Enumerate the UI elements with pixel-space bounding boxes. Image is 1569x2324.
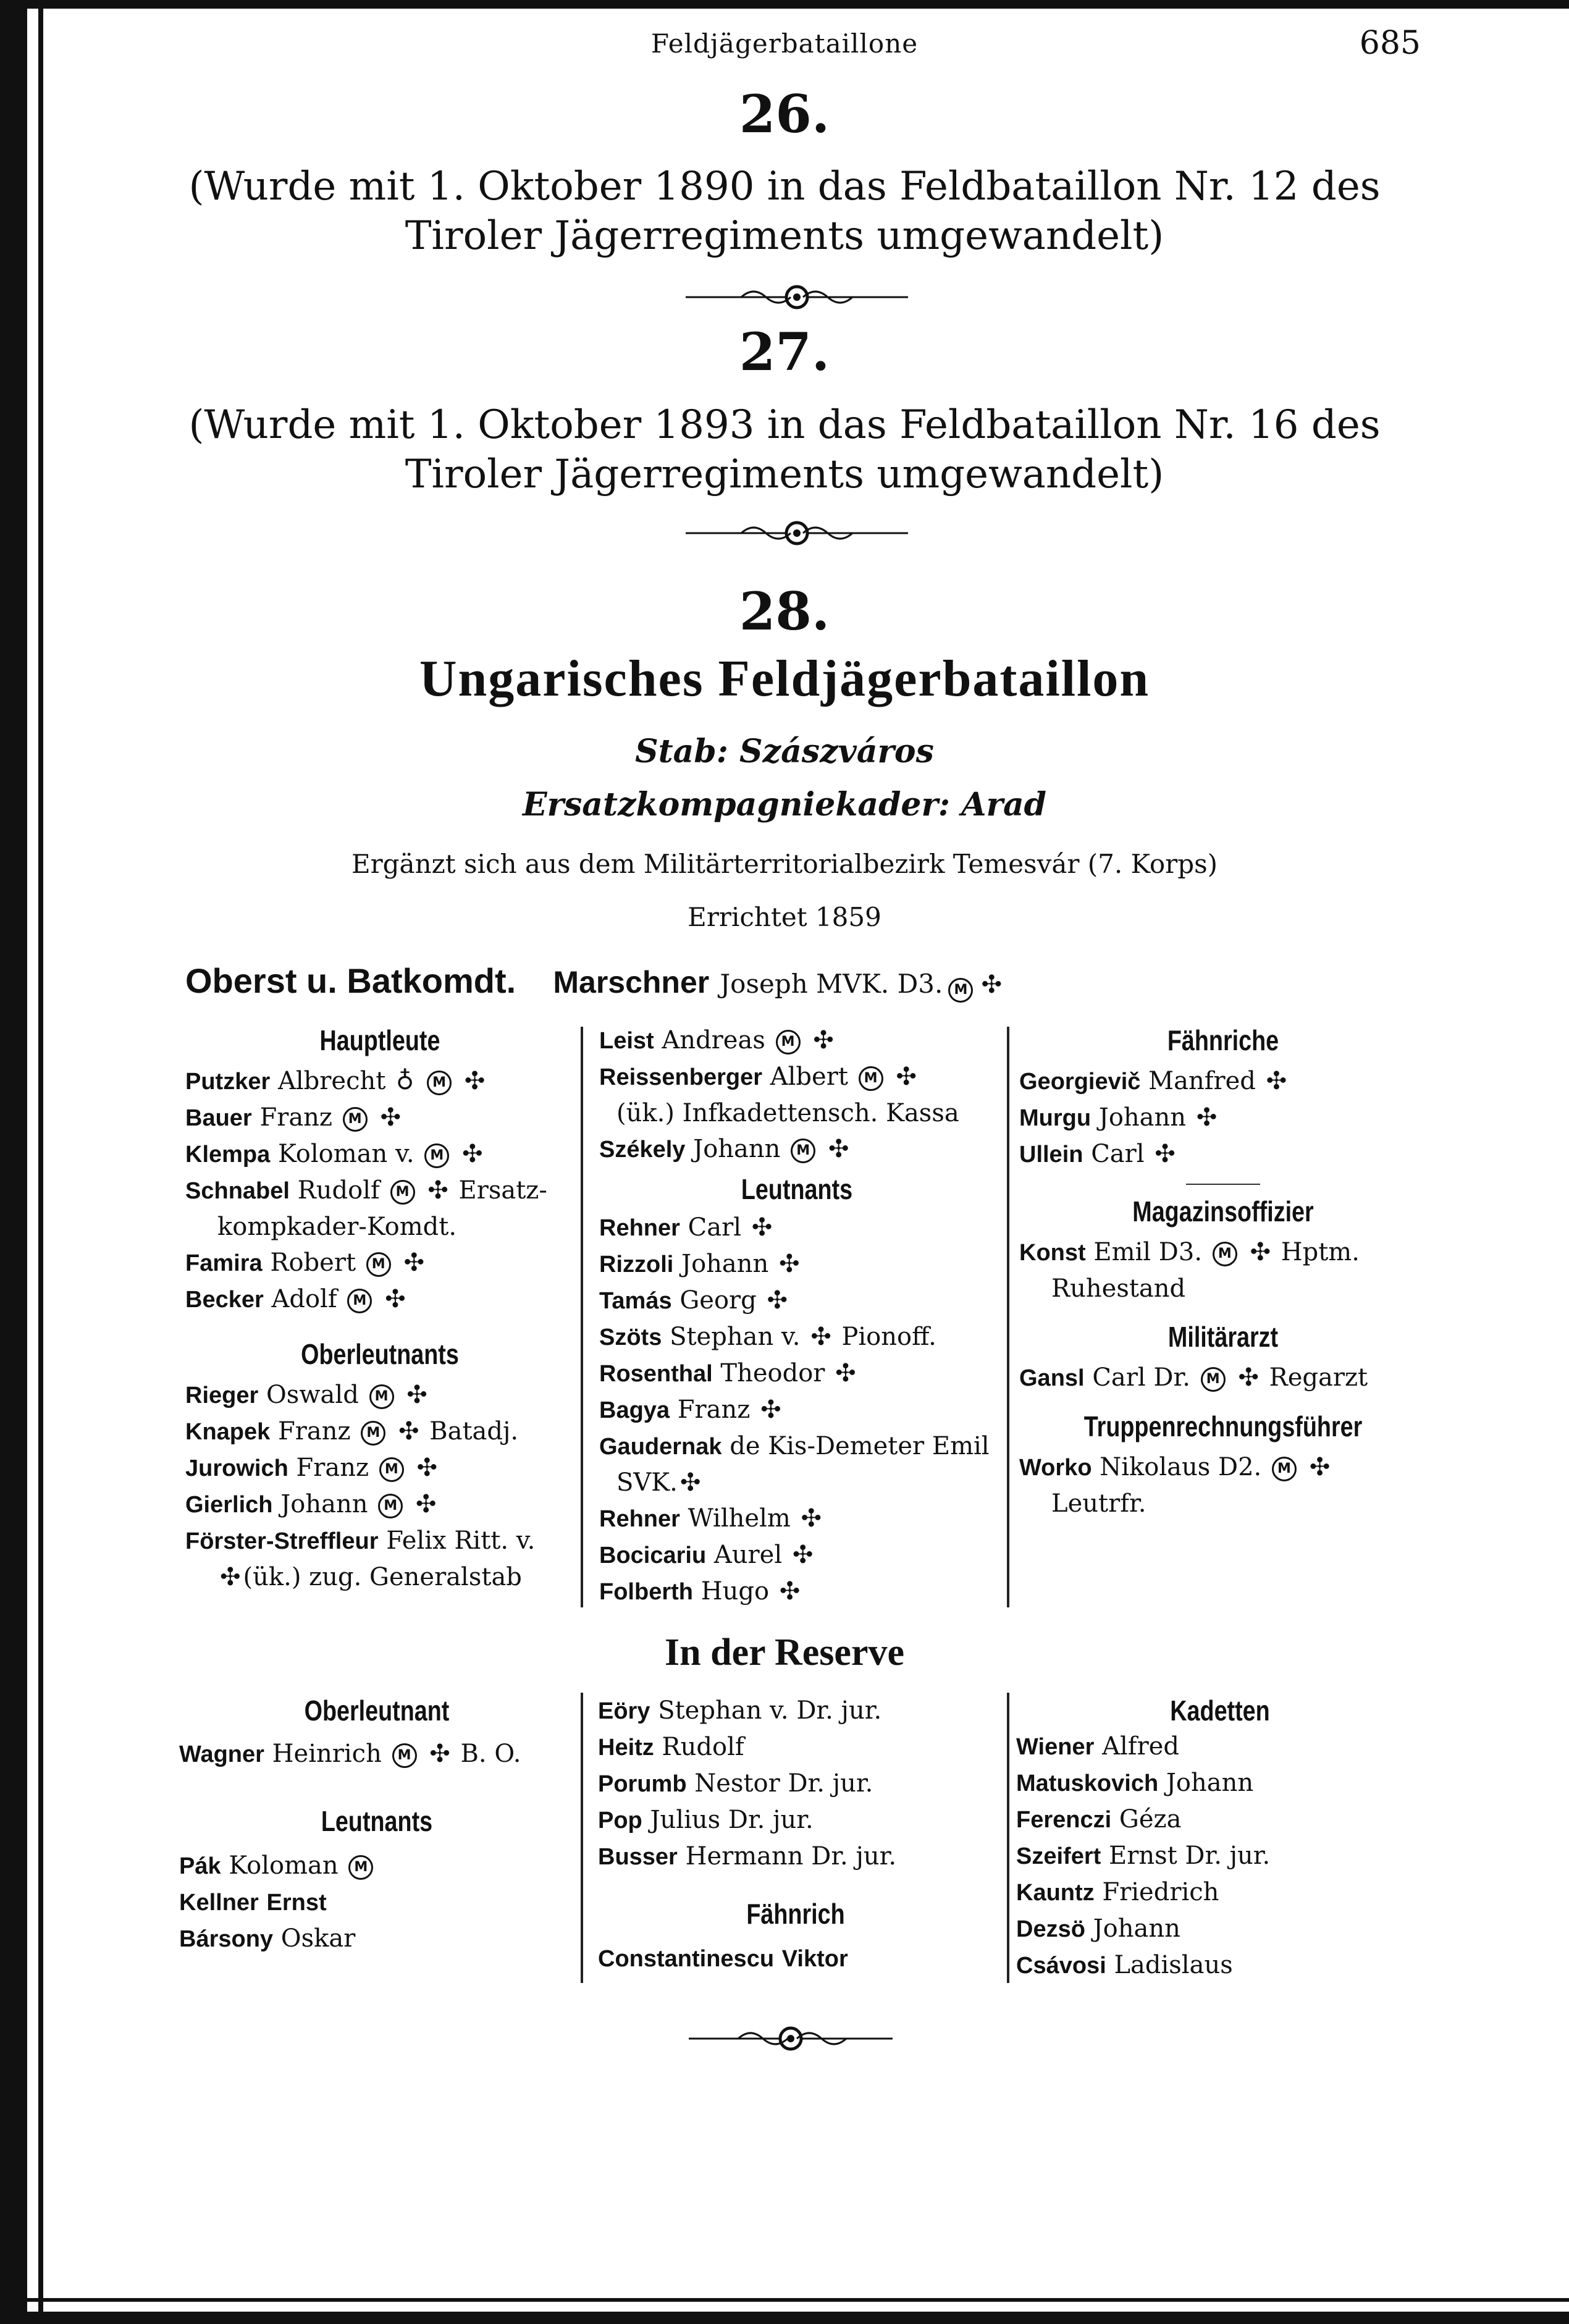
cross-icon: ✣ xyxy=(751,1213,773,1242)
ornament-divider xyxy=(686,518,908,549)
short-divider xyxy=(1186,1184,1260,1185)
cross-icon: ✣ xyxy=(406,1381,427,1409)
section-28-title: Ungarisches Feldjägerbataillon xyxy=(419,650,1150,707)
list-item: Gierlich Johann M ✣ xyxy=(185,1490,437,1518)
list-item: Wiener Alfred xyxy=(1016,1732,1179,1761)
cross-icon: ✣ xyxy=(398,1417,419,1446)
list-item: Worko Nikolaus D2. M ✣ Leutrfr. xyxy=(1019,1453,1331,1518)
heading-faehnriche: Fähnriche xyxy=(1167,1024,1279,1056)
medal-icon: M xyxy=(776,1030,801,1055)
heading-magazinsoffizier: Magazinsoffizier xyxy=(1132,1195,1314,1227)
hook-icon: ♁ xyxy=(396,1067,414,1095)
section-26-number: 26. xyxy=(739,83,830,145)
list-item: Konst Emil D3. M ✣ Hptm. Ruhestand xyxy=(1019,1238,1360,1303)
cross-icon: ✣ xyxy=(896,1063,917,1091)
errichtet-line: Errichtet 1859 xyxy=(688,902,881,932)
medal-icon: M xyxy=(1213,1242,1237,1266)
list-item: Gaudernak de Kis-Demeter Emil SVK. ✣ xyxy=(599,1432,990,1497)
cross-icon: ✣ xyxy=(801,1504,822,1533)
list-item: Székely Johann M ✣ xyxy=(599,1135,849,1163)
list-item: Pák Koloman M xyxy=(179,1848,574,1884)
list-item: Matuskovich Johann xyxy=(1016,1769,1254,1797)
list-item: Folberth Hugo ✣ xyxy=(599,1577,801,1606)
list-item: Förster-Streffleur Felix Ritt. v. ✣ (ük.) zug. Generalstab xyxy=(185,1526,536,1591)
cross-icon: ✣ xyxy=(464,1067,486,1095)
medal-icon: M xyxy=(369,1384,394,1409)
heading-oberleutnants: Oberleutnants xyxy=(301,1338,459,1370)
reserve-column-1 xyxy=(179,1693,574,1957)
list-item: Wagner Heinrich M ✣ B. O. xyxy=(179,1740,521,1768)
section-27-line1: (Wurde mit 1. Oktober 1893 in das Feldbataillon Nr. 16 des xyxy=(188,402,1381,448)
heading-reserve-faehnrich: Fähnrich xyxy=(746,1898,845,1930)
cross-icon: ✣ xyxy=(385,1285,406,1313)
section-28-number: 28. xyxy=(739,581,830,642)
page-border-top xyxy=(0,0,1569,9)
list-item: Bauer Franz M ✣ xyxy=(185,1103,401,1132)
cross-icon: ✣ xyxy=(981,970,1003,999)
reserve-title: In der Reserve xyxy=(665,1631,904,1674)
page-border-left xyxy=(0,0,27,2324)
list-item: Ferenczi Géza xyxy=(1016,1805,1182,1834)
cross-icon: ✣ xyxy=(828,1135,849,1163)
list-item: Georgievič Manfred ✣ xyxy=(1019,1067,1287,1095)
page-number: 685 xyxy=(1359,25,1421,62)
cross-icon: ✣ xyxy=(767,1286,788,1315)
list-item: Csávosi Ladislaus xyxy=(1016,1951,1233,1979)
reserve-column-2 xyxy=(598,1693,993,1977)
list-item: Becker Adolf M ✣ xyxy=(185,1285,406,1313)
column-divider xyxy=(581,1693,583,1983)
list-item: Eöry Stephan v. Dr. jur. xyxy=(598,1696,882,1725)
cross-icon: ✣ xyxy=(1250,1238,1271,1266)
section-27-number: 27. xyxy=(739,321,830,382)
medal-icon: M xyxy=(366,1252,391,1277)
list-item: Knapek Franz M ✣ Batadj. xyxy=(185,1417,519,1446)
page-border-bottom xyxy=(0,2312,1569,2324)
cross-icon: ✣ xyxy=(679,1468,701,1497)
cross-icon: ✣ xyxy=(779,1250,800,1278)
medal-icon: M xyxy=(948,978,973,1003)
cross-icon: ✣ xyxy=(220,1563,241,1591)
cross-icon: ✣ xyxy=(380,1103,401,1132)
commander-line xyxy=(185,961,1483,1003)
list-item: Ullein Carl ✣ xyxy=(1019,1140,1176,1168)
medal-icon: M xyxy=(348,1855,373,1880)
list-item: Klempa Koloman v. M ✣ xyxy=(185,1140,483,1168)
commander-rest: Joseph MVK. D3. xyxy=(720,969,943,999)
list-item: Szeifert Ernst Dr. jur. xyxy=(1016,1842,1271,1870)
ersatz-line: Ersatzkompagniekader: Arad xyxy=(523,786,1046,823)
list-item: Rieger Oswald M ✣ xyxy=(185,1381,427,1409)
cross-icon: ✣ xyxy=(1238,1363,1259,1392)
heading-reserve-kadetten: Kadetten xyxy=(1170,1695,1270,1727)
heading-leutnants: Leutnants xyxy=(741,1173,853,1205)
commander-label: Oberst u. Batkomdt. xyxy=(185,961,516,1000)
cross-icon: ✣ xyxy=(416,1454,438,1482)
medal-icon: M xyxy=(791,1139,815,1163)
cross-icon: ✣ xyxy=(792,1541,814,1569)
list-item: Bársony Oskar xyxy=(179,1924,356,1953)
list-item: Dezsö Johann xyxy=(1016,1914,1180,1943)
list-item: Porumb Nestor Dr. jur. xyxy=(598,1769,873,1798)
stab-line: Stab: Szászváros xyxy=(635,733,934,770)
medal-icon: M xyxy=(427,1071,452,1095)
list-item: Murgu Johann ✣ xyxy=(1019,1103,1218,1132)
cross-icon: ✣ xyxy=(813,1026,834,1055)
medal-icon: M xyxy=(424,1143,449,1168)
running-head: Feldjägerbataillone xyxy=(650,28,919,59)
cross-icon: ✣ xyxy=(462,1140,483,1168)
section-26-line1: (Wurde mit 1. Oktober 1890 in das Feldbataillon Nr. 12 des xyxy=(188,164,1381,209)
list-item: Busser Hermann Dr. jur. xyxy=(598,1842,897,1871)
cross-icon: ✣ xyxy=(427,1176,448,1205)
page-border-bottom-inner xyxy=(0,2298,1569,2302)
heading-reserve-oberleutnant: Oberleutnant xyxy=(304,1695,450,1727)
list-item: Kauntz Friedrich xyxy=(1016,1878,1219,1906)
ornament-divider xyxy=(686,282,908,313)
list-item: Constantinescu Viktor xyxy=(598,1946,848,1972)
cross-icon: ✣ xyxy=(760,1396,781,1424)
heading-hauptleute: Hauptleute xyxy=(319,1024,440,1056)
cross-icon: ✣ xyxy=(415,1490,437,1518)
list-item: Rosenthal Theodor ✣ xyxy=(599,1359,856,1387)
list-item: Bocicariu Aurel ✣ xyxy=(599,1541,814,1569)
cross-icon: ✣ xyxy=(1155,1140,1176,1168)
cross-icon: ✣ xyxy=(835,1359,856,1387)
medal-icon: M xyxy=(859,1066,883,1091)
list-item: Leist Andreas M ✣ xyxy=(599,1026,834,1055)
page-border-left-inner xyxy=(38,0,43,2324)
column-divider xyxy=(581,1027,583,1607)
column-divider xyxy=(1007,1693,1009,1983)
list-item: Szöts Stephan v. ✣ Pionoff. xyxy=(599,1323,936,1351)
medal-icon: M xyxy=(1272,1457,1297,1481)
heading-militaerarzt: Militärarzt xyxy=(1167,1321,1279,1353)
heading-truppenrechnungsfuehrer: Truppenrechnungsführer xyxy=(1083,1410,1363,1442)
reserve-column-3 xyxy=(1016,1693,1424,1984)
medal-icon: M xyxy=(390,1180,415,1205)
list-item: Jurowich Franz M ✣ xyxy=(185,1454,438,1482)
list-item: Schnabel Rudolf M ✣ Ersatz- kompkader-Komdt. xyxy=(185,1176,547,1241)
list-item: Rehner Wilhelm ✣ xyxy=(599,1504,822,1533)
list-item: Tamás Georg ✣ xyxy=(599,1286,788,1315)
list-item: Bagya Franz ✣ xyxy=(599,1396,781,1424)
medal-icon: M xyxy=(361,1421,385,1446)
section-27-line2: Tiroler Jägerregiments umgewandelt) xyxy=(405,452,1164,497)
list-item: Rizzoli Johann ✣ xyxy=(599,1250,800,1278)
cross-icon: ✣ xyxy=(1309,1453,1331,1481)
list-item: Kellner Ernst xyxy=(179,1890,327,1916)
medal-icon: M xyxy=(347,1289,372,1313)
heading-reserve-leutnants: Leutnants xyxy=(321,1805,433,1837)
medal-icon: M xyxy=(1201,1367,1226,1392)
list-item: Reissenberger Albert M ✣ (ük.) Infkadettensch. Kassa xyxy=(599,1063,959,1127)
commander-name: Marschner xyxy=(553,965,710,1000)
column-divider xyxy=(1007,1027,1009,1607)
list-item: Rehner Carl ✣ xyxy=(599,1213,773,1242)
list-item: Pop Julius Dr. jur. xyxy=(598,1806,814,1834)
list-item: Famira Robert M ✣ xyxy=(185,1248,424,1277)
cross-icon: ✣ xyxy=(779,1577,801,1606)
medal-icon: M xyxy=(379,1457,404,1482)
column-hauptleute xyxy=(185,1022,574,1595)
cross-icon: ✣ xyxy=(403,1248,424,1277)
list-item: Gansl Carl Dr. M ✣ Regarzt xyxy=(1019,1363,1368,1392)
list-item: Heitz Rudolf xyxy=(598,1733,744,1761)
ornament-divider xyxy=(689,2023,893,2054)
column-leutnants xyxy=(599,1022,995,1610)
medal-icon: M xyxy=(343,1107,368,1132)
cross-icon: ✣ xyxy=(810,1323,831,1351)
column-faehnriche xyxy=(1019,1022,1427,1522)
cross-icon: ✣ xyxy=(1196,1103,1218,1132)
ergaenzt-line: Ergänzt sich aus dem Militärterritorialbezirk Temesvár (7. Korps) xyxy=(351,849,1218,879)
medal-icon: M xyxy=(378,1494,403,1518)
medal-icon: M xyxy=(392,1743,417,1768)
cross-icon: ✣ xyxy=(429,1740,450,1768)
section-26-line2: Tiroler Jägerregiments umgewandelt) xyxy=(405,213,1164,259)
list-item: Putzker Albrecht ♁ M ✣ xyxy=(185,1067,486,1095)
cross-icon: ✣ xyxy=(1266,1067,1287,1095)
